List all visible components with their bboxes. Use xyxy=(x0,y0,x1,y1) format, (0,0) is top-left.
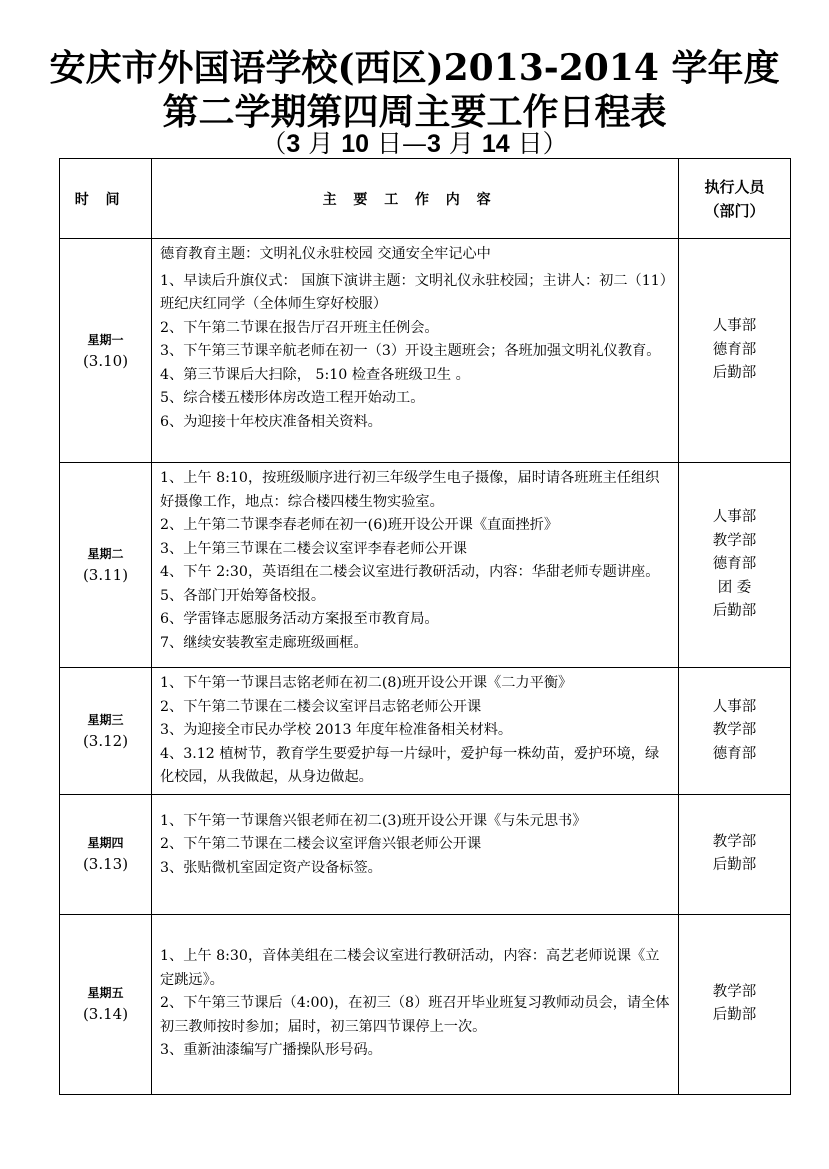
list-item: 1、上午 8:10，按班级顺序进行初三年级学生电子摄像，届时请各班班主任组织好摄像工作，地点：综合楼四楼生物实验室。 xyxy=(160,470,660,510)
document-title-line1: 安庆市外国语学校(西区)2013-2014 学年度 xyxy=(49,47,780,89)
date-range-month-word: 月 xyxy=(300,129,342,158)
header-content xyxy=(152,159,679,239)
dept-cell xyxy=(679,239,791,463)
table-row xyxy=(60,668,791,795)
dept-name: 人事部 xyxy=(712,509,757,526)
dept-cell xyxy=(679,794,791,914)
header-dept-line1: 执行人员 xyxy=(704,177,765,196)
list-item: 2、下午第二节课在报告厅召开班主任例会。 xyxy=(160,319,439,336)
content-cell xyxy=(152,794,679,914)
list-item: 2、下午第二节课在二楼会议室评吕志铭老师公开课 xyxy=(160,698,482,715)
list-item: 5、各部门开始筹备校报。 xyxy=(160,587,326,604)
list-item: 5、综合楼五楼形体房改造工程开始动工。 xyxy=(160,390,425,406)
header-dept xyxy=(679,159,791,239)
table-row xyxy=(60,794,791,914)
day-date: (3.10) xyxy=(82,351,129,370)
day-name: 星期三 xyxy=(87,712,124,727)
dept-name: 人事部 xyxy=(712,698,757,715)
list-item: 1、上午 8:30，音体美组在二楼会议室进行教研活动，内容：高艺老师说课《立定跳远》。 xyxy=(160,948,660,988)
day-cell xyxy=(60,794,152,914)
date-range-start-month: 3 xyxy=(286,130,301,158)
day-date: (3.13) xyxy=(82,855,129,873)
dept-name: 教学部 xyxy=(712,833,757,850)
date-range-separator: 日— xyxy=(369,129,427,158)
header-time xyxy=(60,159,152,239)
table-row xyxy=(60,463,791,668)
dept-name: 教学部 xyxy=(712,532,757,549)
list-item: 1、下午第一节课詹兴银老师在初二(3)班开设公开课《与朱元思书》 xyxy=(160,812,587,829)
date-range-month-word-2: 月 xyxy=(440,129,482,158)
day-date: (3.14) xyxy=(82,1005,129,1023)
list-item: 3、为迎接全市民办学校 2013 年度年检准备相关材料。 xyxy=(160,722,513,738)
dept-name: 后勤部 xyxy=(712,1007,757,1023)
list-item: 4、3.12 植树节，教育学生要爱护每一片绿叶，爱护每一株幼苗，爱护环境，绿化校园，从我做起，从身边做起。 xyxy=(160,745,660,785)
header-time-label: 时间 xyxy=(74,191,137,208)
day-cell xyxy=(60,239,152,463)
list-item: 6、学雷锋志愿服务活动方案报至市教育局。 xyxy=(160,611,439,627)
day-name: 星期二 xyxy=(87,547,124,561)
header-dept-line2: （部门） xyxy=(704,201,765,220)
list-item: 3、重新油漆编写广播操队形号码。 xyxy=(160,1042,382,1059)
list-item: 2、下午第三节课后（4:00)，在初三（8）班召开毕业班复习教师动员会，请全体初三教师按时参加；届时，初三第四节课停上一次。 xyxy=(160,995,670,1035)
content-cell xyxy=(152,239,679,463)
theme-line: 德育教育主题：文明礼仪永驻校园 交通安全牢记心中 xyxy=(160,246,491,262)
schedule-table xyxy=(59,158,791,1095)
document-title-line2: 第二学期第四周主要工作日程表 xyxy=(162,91,667,133)
dept-name: 人事部 xyxy=(712,318,757,335)
list-item: 7、继续安装教室走廊班级画框。 xyxy=(160,634,368,651)
dept-name: 后勤部 xyxy=(712,365,757,382)
day-cell xyxy=(60,668,152,795)
day-cell xyxy=(60,463,152,668)
content-cell xyxy=(152,668,679,795)
list-item: 6、为迎接十年校庆准备相关资料。 xyxy=(160,413,382,430)
list-item: 2、上午第二节课李春老师在初一(6)班开设公开课《直面挫折》 xyxy=(160,517,559,533)
table-header-row xyxy=(60,159,791,239)
dept-name: 后勤部 xyxy=(712,603,757,620)
list-item: 2、下午第二节课在二楼会议室评詹兴银老师公开课 xyxy=(160,836,482,853)
date-range-close: 日） xyxy=(509,129,568,158)
list-item: 1、下午第一节课吕志铭老师在初二(8)班开设公开课《二力平衡》 xyxy=(160,675,573,691)
dept-name: 后勤部 xyxy=(712,857,757,873)
list-item: 1、早读后升旗仪式： 国旗下演讲主题：文明礼仪永驻校园；主讲人：初二（11）班纪庆红同学（全体师生穿好校服） xyxy=(160,272,667,312)
date-range-start-day: 10 xyxy=(341,130,370,158)
table-row xyxy=(60,239,791,463)
content-cell xyxy=(152,914,679,1094)
list-item: 3、张贴微机室固定资产设备标签。 xyxy=(160,859,382,876)
date-range-open: （ xyxy=(261,129,287,158)
day-name: 星期四 xyxy=(87,836,124,850)
dept-name: 德育部 xyxy=(712,341,757,358)
header-content-label: 主要工作内容 xyxy=(322,191,508,208)
dept-name: 教学部 xyxy=(712,983,757,1000)
dept-name: 德育部 xyxy=(712,745,757,762)
dept-cell xyxy=(679,463,791,668)
list-item: 3、下午第三节课辛航老师在初一（3）开设主题班会；各班加强文明礼仪教育。 xyxy=(160,343,661,359)
date-range-end-month: 3 xyxy=(427,130,441,158)
day-name: 星期一 xyxy=(87,332,124,347)
dept-name: 德育部 xyxy=(712,556,757,573)
dept-name: 教学部 xyxy=(712,722,757,738)
dept-name: 团 委 xyxy=(717,579,752,596)
date-range xyxy=(0,127,829,161)
list-item: 4、第三节课后大扫除， 5:10 检查各班级卫生 。 xyxy=(160,366,470,383)
date-range-end-day: 14 xyxy=(481,130,510,158)
list-item: 4、下午 2:30，英语组在二楼会议室进行教研活动，内容：华甜老师专题讲座。 xyxy=(160,564,660,580)
table-row xyxy=(60,914,791,1094)
content-cell xyxy=(152,463,679,668)
day-date: (3.12) xyxy=(82,731,129,750)
dept-cell xyxy=(679,914,791,1094)
dept-cell xyxy=(679,668,791,795)
day-cell xyxy=(60,914,152,1094)
list-item: 3、上午第三节课在二楼会议室评李春老师公开课 xyxy=(160,540,467,557)
day-date: (3.11) xyxy=(82,566,129,584)
day-name: 星期五 xyxy=(87,986,124,1000)
